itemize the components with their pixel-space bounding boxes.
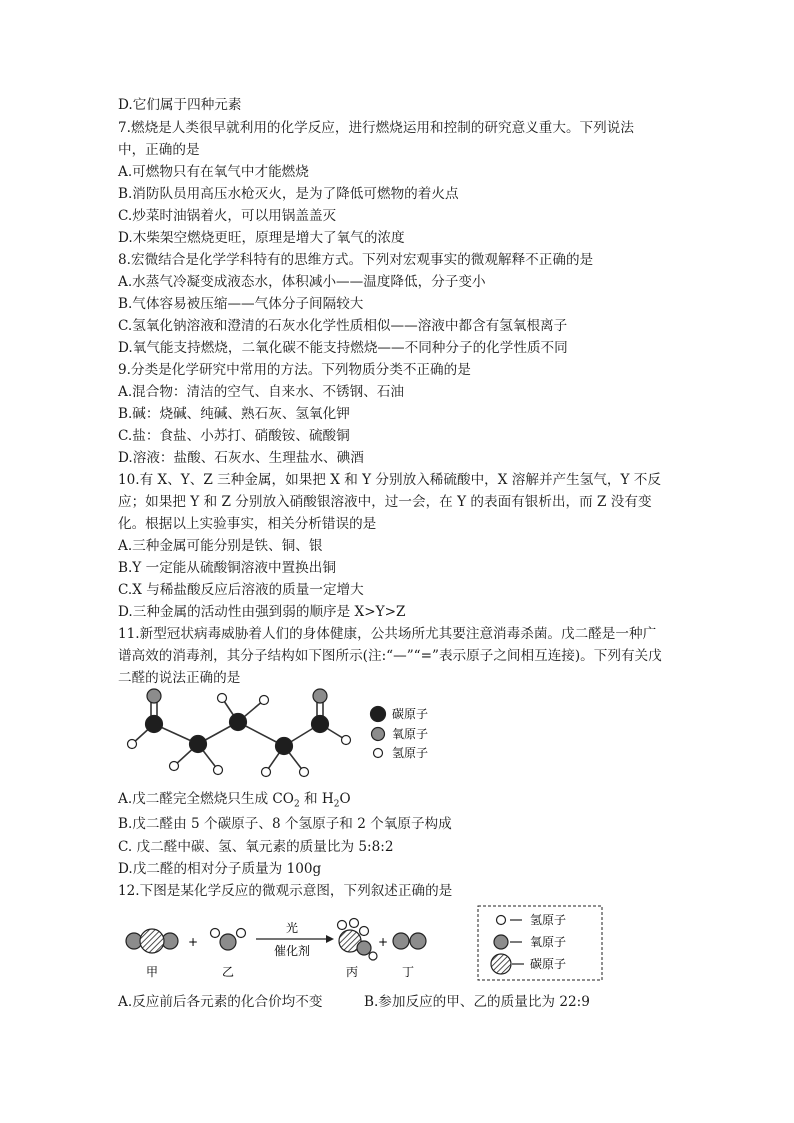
q8-option-b: B.气体容易被压缩——气体分子间隔较大 xyxy=(118,296,364,312)
plus-sign: + xyxy=(378,935,389,949)
q11-option-b: B.戊二醛由 5 个碳原子、8 个氢原子和 2 个氧原子构成 xyxy=(118,816,452,832)
q7-stem-line2: 中，正确的是 xyxy=(118,142,200,158)
q7-option-d: D.木柴架空燃烧更旺，原理是增大了氧气的浓度 xyxy=(118,230,405,246)
q9-stem: 9.分类是化学研究中常用的方法。下列物质分类不正确的是 xyxy=(118,362,471,378)
oxygen-atom xyxy=(410,933,426,949)
hydrogen-atom xyxy=(218,694,227,703)
hydrogen-atom xyxy=(211,929,220,938)
oxygen-atom xyxy=(220,934,236,950)
q9-option-b: B.碱：烧碱、纯碱、熟石灰、氢氧化钾 xyxy=(118,406,350,422)
q10-option-d: D.三种金属的活动性由强到弱的顺序是 X>Y>Z xyxy=(118,604,406,620)
hydrogen-atom xyxy=(260,696,269,705)
arrow-condition-catalyst: 催化剂 xyxy=(274,944,311,958)
q7-stem-line1: 7.燃烧是人类很早就利用的化学反应，进行燃烧运用和控制的研究意义重大。下列说法 xyxy=(118,120,634,136)
label-ding: 丁 xyxy=(402,965,415,979)
q7-option-a: A.可燃物只有在氧气中才能燃烧 xyxy=(118,164,309,180)
carbon-atom xyxy=(230,714,247,731)
q8-option-d: D.氧气能支持燃烧，二氧化碳不能支持燃烧——不同种分子的化学性质不同 xyxy=(118,340,568,356)
q11-option-a: A.戊二醛完全燃烧只生成 $CO_2$ 和 $H_2O$ xyxy=(118,791,351,810)
oxygen-atom xyxy=(357,941,371,955)
q9-option-a: A.混合物：清洁的空气、自来水、不锈钢、石油 xyxy=(118,384,405,400)
q8-option-c: C.氢氧化钠溶液和澄清的石灰水化学性质相似——溶液中都含有氢氧根离子 xyxy=(118,318,568,334)
arrow-head xyxy=(326,935,334,943)
hydrogen-atom xyxy=(360,927,369,936)
q12-option-a: A.反应前后各元素的化合价均不变 xyxy=(118,994,323,1010)
legend-hydrogen-label: 氢原子 xyxy=(392,746,429,760)
oxygen-atom xyxy=(393,933,409,949)
carbon-atom xyxy=(146,716,163,733)
legend-oxygen-label: 氧原子 xyxy=(392,727,429,741)
q8-option-a: A.水蒸气冷凝变成液态水，体积减小——温度降低，分子变小 xyxy=(118,274,486,290)
legend-hydrogen-swatch xyxy=(497,916,506,925)
arrow-condition-light: 光 xyxy=(286,921,299,935)
q11-stem-line2: 谱高效的消毒剂，其分子结构如下图所示(注:“—”“=”表示原子之间相互连接)。下列有关戊 xyxy=(118,648,662,664)
legend-carbon-swatch xyxy=(371,707,386,722)
legend-oxygen-swatch xyxy=(494,935,508,949)
q6-option-d: D.它们属于四种元素 xyxy=(118,97,242,113)
q11-option-c: C. 戊二醛中碳、氢、氧元素的质量比为 5:8:2 xyxy=(118,839,394,855)
q9-option-d: D.溶液：盐酸、石灰水、生理盐水、碘酒 xyxy=(118,450,364,466)
hydrogen-atom xyxy=(237,929,246,938)
q7-option-c: C.炒菜时油锅着火，可以用锅盖盖灭 xyxy=(118,208,337,224)
hydrogen-atom xyxy=(342,736,351,745)
legend-hydrogen-label: 氢原子 xyxy=(530,913,567,927)
oxygen-atom xyxy=(313,689,327,703)
carbon-atom xyxy=(312,716,329,733)
legend-oxygen-swatch xyxy=(372,728,385,741)
hydrogen-atom xyxy=(214,766,223,775)
legend-carbon-label: 碳原子 xyxy=(530,957,567,971)
hydrogen-atom xyxy=(300,768,309,777)
label-bing: 丙 xyxy=(346,965,359,979)
reaction-micro-diagram xyxy=(118,904,618,984)
legend-oxygen-label: 氧原子 xyxy=(530,935,567,949)
q11-option-d: D.戊二醛的相对分子质量为 100g xyxy=(118,861,322,877)
q10-option-a: A.三种金属可能分别是铁、铜、银 xyxy=(118,538,323,554)
q11-stem-line1: 11.新型冠状病毒威胁着人们的身体健康，公共场所尤其要注意消毒杀菌。戊二醛是一种广 xyxy=(118,626,657,642)
q8-stem: 8.宏微结合是化学学科特有的思维方式。下列对宏观事实的微观解释不正确的是 xyxy=(118,252,594,268)
carbon-atom xyxy=(190,736,207,753)
q10-stem-line3: 化。根据以上实验事实，相关分析错误的是 xyxy=(118,516,377,532)
plus-sign: + xyxy=(188,935,199,949)
q11-stem-line3: 二醛的说法正确的是 xyxy=(118,670,241,686)
legend-hydrogen-swatch xyxy=(374,749,383,758)
carbon-atom xyxy=(140,929,164,953)
legend-carbon-label: 碳原子 xyxy=(392,707,429,721)
carbon-atom xyxy=(276,738,293,755)
glutaraldehyde-structure-figure xyxy=(120,684,440,784)
oxygen-atom xyxy=(147,689,161,703)
q12-option-b: B.参加反应的甲、乙的质量比为 22:9 xyxy=(364,994,590,1010)
hydrogen-atom xyxy=(262,768,271,777)
legend-carbon-swatch xyxy=(491,954,511,974)
hydrogen-atom xyxy=(369,952,377,960)
q10-stem-line1: 10.有 X、Y、Z 三种金属，如果把 X 和 Y 分别放入稀硫酸中，X 溶解并产生氢气，Y 不反 xyxy=(118,472,661,488)
q10-option-c: C.X 与稀盐酸反应后溶液的质量一定增大 xyxy=(118,582,364,598)
hydrogen-atom xyxy=(350,919,359,928)
hydrogen-atom xyxy=(338,921,347,930)
q12-stem: 12.下图是某化学反应的微观示意图，下列叙述正确的是 xyxy=(118,883,453,899)
q10-stem-line2: 应；如果把 Y 和 Z 分别放入硝酸银溶液中，过一会，在 Y 的表面有银析出，而 Z 没有变 xyxy=(118,494,652,510)
hydrogen-atom xyxy=(128,740,137,749)
q9-option-c: C.盐：食盐、小苏打、硝酸铵、硫酸铜 xyxy=(118,428,350,444)
label-jia: 甲 xyxy=(146,965,159,979)
label-yi: 乙 xyxy=(222,965,235,979)
hydrogen-atom xyxy=(170,762,179,771)
q7-option-b: B.消防队员用高压水枪灭火，是为了降低可燃物的着火点 xyxy=(118,186,459,202)
q10-option-b: B.Y 一定能从硫酸铜溶液中置换出铜 xyxy=(118,560,336,576)
